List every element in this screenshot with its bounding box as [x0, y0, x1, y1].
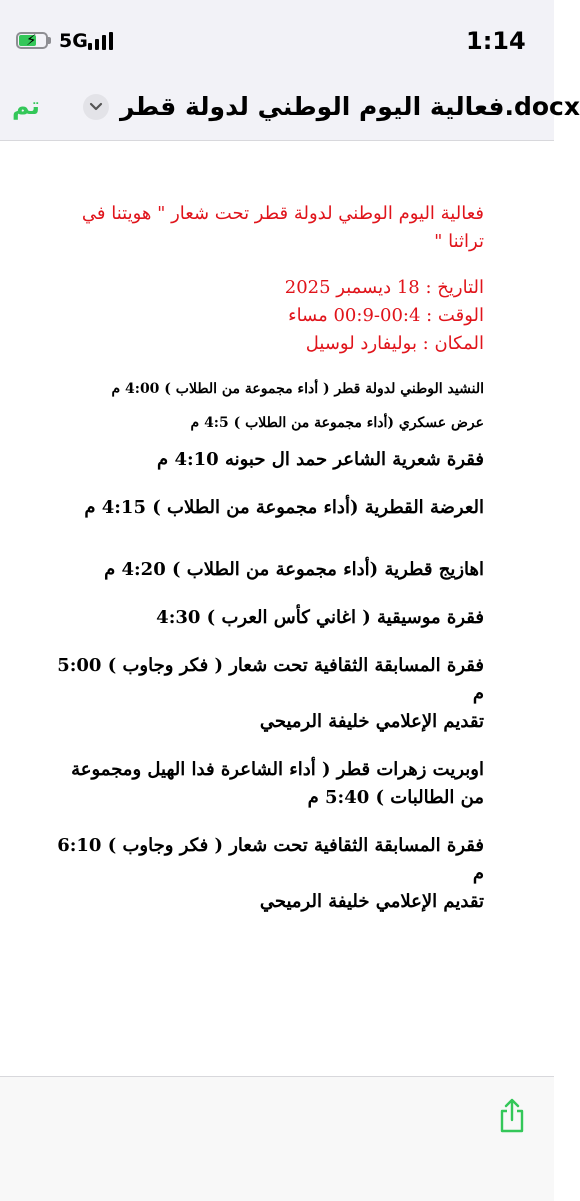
program-item: العرضة القطرية (أداء مجموعة من الطلاب ) 4:15 م: [84, 497, 484, 518]
document-body: [50, 200, 484, 916]
event-date: التاريخ : 18 ديسمبر 2025: [284, 277, 484, 298]
program-item: اوبريت زهرات قطر ( أداء الشاعرة فدا الهيل ومجموعة من الطالبات ) 5:40 م: [71, 759, 484, 808]
event-time: الوقت : 00:4-00:9 مساء: [288, 305, 484, 326]
share-icon[interactable]: [497, 1097, 527, 1133]
document-title[interactable]: فعالية اليوم الوطني لدولة قطر.docx: [120, 92, 580, 121]
program-presenter: تقديم الإعلامي خليفة الرميحي: [259, 891, 484, 912]
done-button[interactable]: تم: [12, 92, 40, 120]
network-type: 5G: [59, 30, 88, 52]
bottom-toolbar: [0, 1076, 554, 1201]
event-headline: فعالية اليوم الوطني لدولة قطر تحت شعار " هويتنا في تراثنا ": [81, 203, 484, 252]
program-item: اهازيج قطرية (أداء مجموعة من الطلاب ) 4:20 م: [104, 559, 484, 580]
battery-cap: [48, 37, 51, 44]
program-item: فقرة موسيقية ( اغاني كأس العرب ) 4:30: [156, 607, 484, 628]
program-item: عرض عسكري (أداء مجموعة من الطلاب ) 4:5 م: [190, 415, 484, 431]
program-item: فقرة المسابقة الثقافية تحت شعار ( فكر وجاوب ) 5:00 م: [57, 655, 484, 704]
status-bar: [0, 0, 554, 80]
nav-bar: [0, 80, 580, 141]
battery-charging-icon: ⚡: [16, 32, 48, 49]
event-details: [50, 274, 484, 358]
signal-bars-icon: [88, 32, 116, 50]
program-item: فقرة المسابقة الثقافية تحت شعار ( فكر وجاوب ) 6:10 م: [57, 835, 484, 884]
program-item: النشيد الوطني لدولة قطر ( أداء مجموعة من الطلاب ) 4:00 م: [111, 381, 484, 397]
event-place: المكان : بوليفارد لوسيل: [305, 333, 484, 354]
program-item: فقرة شعرية الشاعر حمد ال حبونه 4:10 م: [157, 449, 484, 470]
chevron-down-icon[interactable]: [83, 94, 109, 120]
status-time: 1:14: [466, 27, 526, 55]
program-presenter: تقديم الإعلامي خليفة الرميحي: [259, 711, 484, 732]
